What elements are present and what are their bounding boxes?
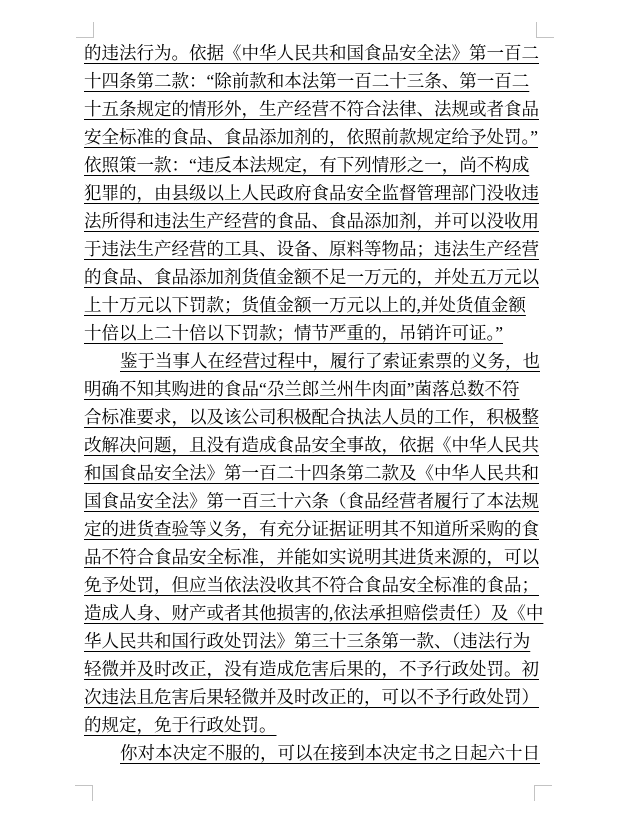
document-line-text: 鉴于当事人在经营过程中，履行了索证索票的义务，也 [120, 351, 540, 371]
margin-mark-bottom-left [75, 785, 93, 801]
document-body [84, 39, 546, 767]
document-line-text: 犯罪的，由县级以上人民政府食品安全监督管理部门没收违 [84, 183, 539, 203]
document-line [84, 95, 546, 123]
document-line-text: 改解决问题，且没有造成食品安全事故，依据《中华人民共 [84, 435, 539, 455]
document-line [84, 151, 546, 179]
document-line-text: 明确不知其购进的食品“尕兰郎兰州牛肉面”菌落总数不符 [84, 379, 520, 399]
document-line [84, 711, 546, 739]
document-line-text: 造成人身、财产或者其他损害的,依法承担赔偿责任）及《中 [84, 603, 544, 623]
document-line-text: 十四条第二款：“除前款和本法第一百二十三条、第一百二 [84, 71, 530, 91]
document-line-text: 十五条规定的情形外，生产经营不符合法律、法规或者食品 [84, 99, 539, 119]
document-line [84, 123, 546, 151]
document-line-text: 免予处罚，但应当依法没收其不符合食品安全标准的食品； [84, 575, 539, 595]
document-line [84, 515, 546, 543]
document-line-text: 品不符合食品安全标准，并能如实说明其进货来源的，可以 [84, 547, 539, 567]
document-line [84, 571, 546, 599]
document-line-text: 于违法生产经营的工具、设备、原料等物品；违法生产经营 [84, 239, 539, 259]
document-line [84, 319, 546, 347]
document-line [84, 375, 546, 403]
document-line-text: 的食品、食品添加剂货值金额不足一万元的，并处五万元以 [84, 267, 539, 287]
document-line-text: 华人民共和国行政处罚法》第三十三条第一款、（违法行为 [84, 631, 531, 651]
document-line-text: 法所得和违法生产经营的食品、食品添加剂，并可以没收用 [84, 211, 539, 231]
document-line [84, 67, 546, 95]
document-line [84, 459, 546, 487]
document-line-text: 依照策一款：“违反本法规定，有下列情形之一，尚不构成 [84, 155, 530, 175]
document-line-text: 合标准要求，以及该公司积极配合执法人员的工作，积极整 [84, 407, 539, 427]
document-line [84, 403, 546, 431]
document-line-text: 安全标准的食品、食品添加剂的，依照前款规定给予处罚。” [84, 127, 539, 147]
document-line-text: 轻微并及时改正，没有造成危害后果的，不予行政处罚。初 [84, 659, 539, 679]
document-line-text: 你对本决定不服的，可以在接到本决定书之日起六十日 [120, 743, 540, 763]
document-line [84, 235, 546, 263]
document-line-text: 上十万元以下罚款；货值金额一万元以上的,并处货值金额 [84, 295, 526, 315]
document-line [84, 683, 546, 711]
document-line [84, 207, 546, 235]
document-line [84, 347, 546, 375]
document-line [84, 543, 546, 571]
document-line [84, 739, 546, 767]
document-line [84, 179, 546, 207]
document-line [84, 291, 546, 319]
document-line-text: 次违法且危害后果轻微并及时改正的，可以不予行政处罚） [84, 687, 539, 707]
document-line-text: 定的进货查验等义务，有充分证据证明其不知道所采购的食 [84, 519, 539, 539]
document-line [84, 487, 546, 515]
document-line [84, 655, 546, 683]
document-line [84, 627, 546, 655]
document-line [84, 599, 546, 627]
margin-mark-top-right [536, 22, 554, 38]
document-line-text: 的规定，免于行政处罚。 [84, 715, 277, 735]
document-line-text: 和国食品安全法》第一百二十四条第二款及《中华人民共和 [84, 463, 539, 483]
document-line-text: 十倍以上二十倍以下罚款；情节严重的，吊销许可证。” [84, 323, 504, 343]
document-line [84, 431, 546, 459]
document-line [84, 39, 546, 67]
document-line [84, 263, 546, 291]
document-line-text: 的违法行为。依据《中华人民共和国食品安全法》第一百二 [84, 43, 539, 63]
margin-mark-bottom-right [534, 785, 552, 801]
document-line-text: 国食品安全法》第一百三十六条（食品经营者履行了本法规 [84, 491, 539, 511]
margin-mark-top-left [76, 22, 94, 38]
